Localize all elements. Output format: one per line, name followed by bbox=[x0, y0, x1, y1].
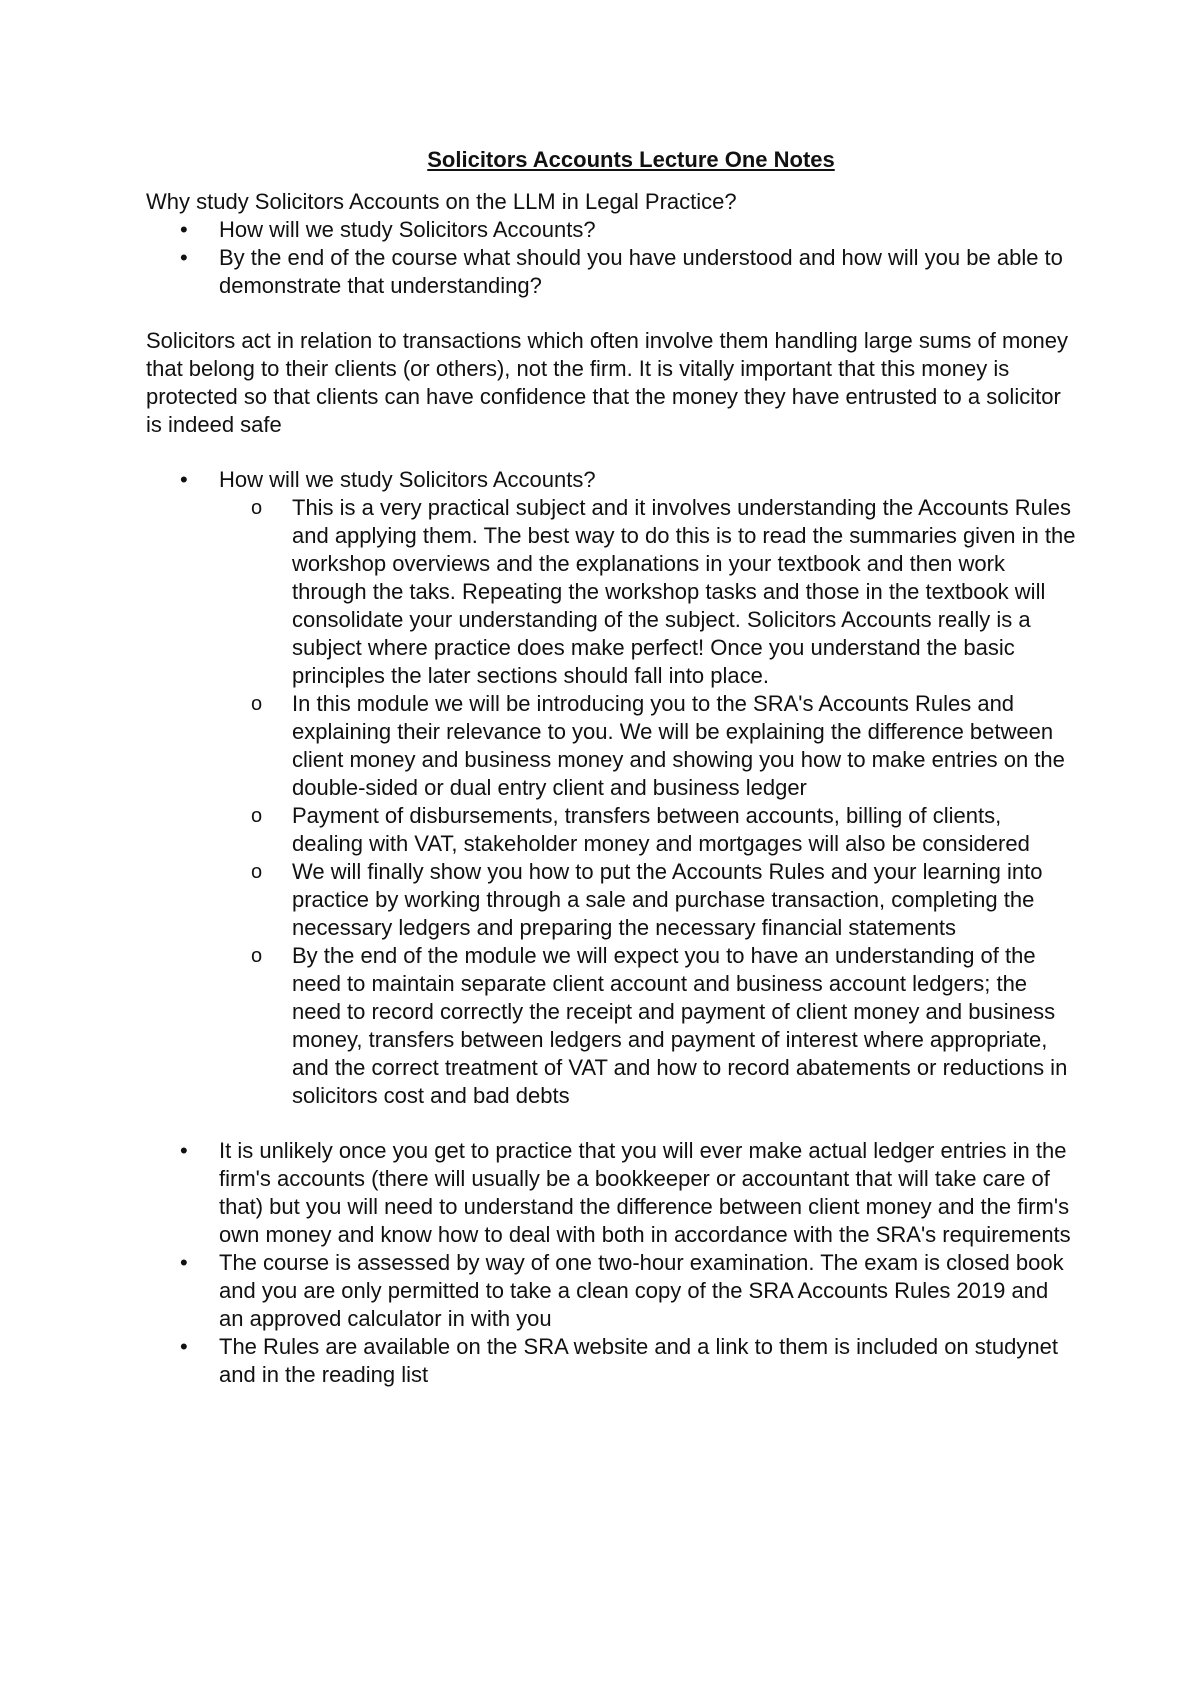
sub-bullet-marker: o bbox=[251, 861, 263, 883]
bullet-marker: • bbox=[180, 1250, 188, 1275]
sub-list-item-text: This is a very practical subject and it involves understanding the Accounts Rules and applying them. The best way to do this is to read the summaries given in the workshop overviews and the explanations in your textbook and then work through the taks. Repeating the workshop tasks and those in the textbook will consolidate your understanding of the subject. Solicitors Accounts really is a subject where practice does make perfect! Once you understand the basic principles the later sections should fall into place. bbox=[292, 495, 1076, 688]
spacer bbox=[146, 300, 1076, 327]
list-item-text: The Rules are available on the SRA website and a link to them is included on studynet and in the reading list bbox=[219, 1334, 1058, 1387]
bullet-marker: • bbox=[180, 245, 188, 270]
intro-bullet-list bbox=[146, 216, 1076, 300]
list-item bbox=[146, 1333, 1076, 1389]
list-item bbox=[146, 244, 1076, 300]
bullet-marker: • bbox=[180, 1334, 188, 1359]
sub-bullet-marker: o bbox=[251, 805, 263, 827]
sub-bullet-list bbox=[219, 494, 1076, 1110]
list-item bbox=[146, 1249, 1076, 1333]
sub-bullet-marker: o bbox=[251, 497, 263, 519]
intro-question: Why study Solicitors Accounts on the LLM in Legal Practice? bbox=[146, 189, 737, 214]
sub-bullet-marker: o bbox=[251, 945, 263, 967]
list-item bbox=[146, 466, 1076, 1110]
sub-list-item bbox=[219, 942, 1076, 1110]
body-paragraph: Solicitors act in relation to transactions which often involve them handling large sums of money that belong to their clients (or others), not the firm. It is vitally important that this money is protected so that clients can have confidence that the money they have entrusted to a solicitor is indeed safe bbox=[146, 328, 1069, 437]
sub-bullet-marker: o bbox=[251, 693, 263, 715]
bullet-marker: • bbox=[180, 217, 188, 242]
list-item-text: How will we study Solicitors Accounts? bbox=[219, 217, 596, 242]
sub-list-item bbox=[219, 690, 1076, 802]
sub-list-item-text: By the end of the module we will expect you to have an understanding of the need to maintain separate client account and business account ledgers; the need to record correctly the receipt and payment of client money and business money, transfers between ledgers and payment of interest where appropriate, and the correct treatment of VAT and how to record abatements or reductions in solicitors cost and bad debts bbox=[292, 943, 1068, 1108]
bullet-marker: • bbox=[180, 1138, 188, 1163]
list-item-text: It is unlikely once you get to practice that you will ever make actual ledger entries in the firm's accounts (there will usually be a bookkeeper or accountant that will take care of that) but you will need to understand the difference between client money and the firm's own money and know how to deal with both in accordance with the SRA's requirements bbox=[219, 1138, 1071, 1247]
spacer bbox=[146, 1110, 1076, 1137]
section-bullet-list bbox=[146, 466, 1076, 1110]
page-title: Solicitors Accounts Lecture One Notes bbox=[427, 147, 835, 172]
sub-list-item bbox=[219, 494, 1076, 690]
list-item-text: How will we study Solicitors Accounts? bbox=[219, 467, 596, 492]
sub-list-item bbox=[219, 802, 1076, 858]
list-item-text: By the end of the course what should you have understood and how will you be able to demonstrate that understanding? bbox=[219, 245, 1063, 298]
sub-list-item bbox=[219, 858, 1076, 942]
final-bullet-list bbox=[146, 1137, 1076, 1389]
sub-list-item-text: In this module we will be introducing you to the SRA's Accounts Rules and explaining their relevance to you. We will be explaining the difference between client money and business money and showing you how to make entries on the double-sided or dual entry client and business ledger bbox=[292, 691, 1065, 800]
document-body bbox=[146, 146, 1076, 1389]
list-item bbox=[146, 216, 1076, 244]
list-item-text: The course is assessed by way of one two-hour examination. The exam is closed book and you are only permitted to take a clean copy of the SRA Accounts Rules 2019 and an approved calculator in with you bbox=[219, 1250, 1064, 1331]
sub-list-item-text: We will finally show you how to put the Accounts Rules and your learning into practice by working through a sale and purchase transaction, completing the necessary ledgers and preparing the necessary financial statements bbox=[292, 859, 1043, 940]
list-item bbox=[146, 1137, 1076, 1249]
sub-list-item-text: Payment of disbursements, transfers between accounts, billing of clients, dealing with VAT, stakeholder money and mortgages will also be considered bbox=[292, 803, 1030, 856]
bullet-marker: • bbox=[180, 467, 188, 492]
